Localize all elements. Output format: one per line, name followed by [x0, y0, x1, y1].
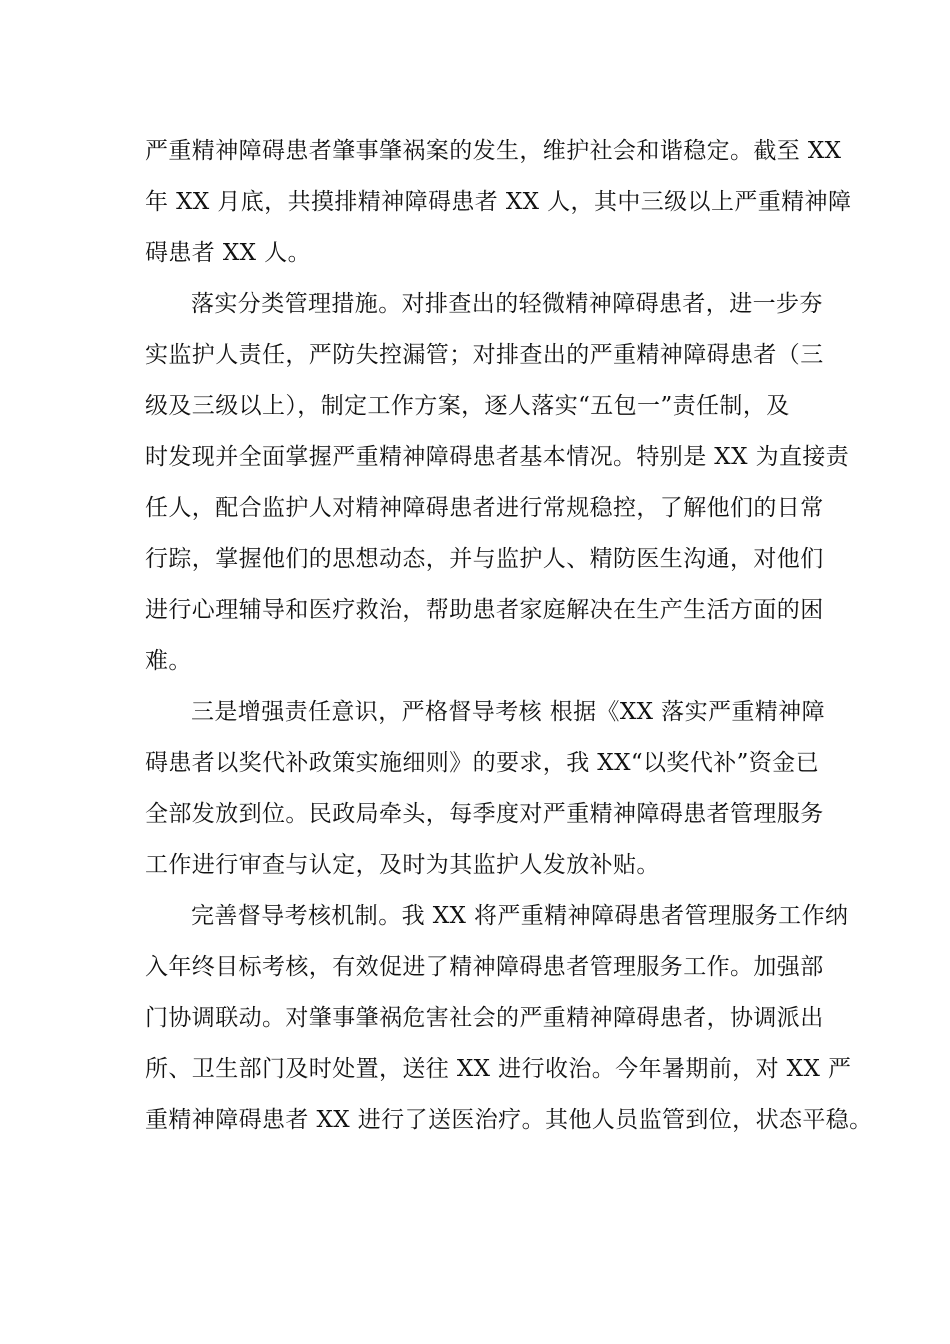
- text-line: 实监护人责任，严防失控漏管；对排查出的严重精神障碍患者（三: [145, 342, 824, 368]
- paragraph-first-line: 落实分类管理措施。对排查出的轻微精神障碍患者，进一步夯: [191, 291, 823, 317]
- document-body: [145, 126, 873, 1146]
- text-line: 年 XX 月底，共摸排精神障碍患者 XX 人，其中三级以上严重精神障: [145, 189, 852, 215]
- text-line: 门协调联动。对肇事肇祸危害社会的严重精神障碍患者，协调派出: [145, 1005, 824, 1031]
- text-line: 行踪，掌握他们的思想动态，并与监护人、精防医生沟通，对他们: [145, 546, 824, 572]
- text-line: 工作进行审查与认定，及时为其监护人发放补贴。: [145, 852, 660, 878]
- text-line: 碍患者以奖代补政策实施细则》的要求，我 XX“以奖代补”资金已: [145, 750, 819, 776]
- text-line: 进行心理辅导和医疗救治，帮助患者家庭解决在生产生活方面的困: [145, 597, 824, 623]
- text-line: 严重精神障碍患者肇事肇祸案的发生，维护社会和谐稳定。截至 XX: [145, 138, 842, 164]
- text-line: 入年终目标考核，有效促进了精神障碍患者管理服务工作。加强部: [145, 954, 824, 980]
- text-line: 重精神障碍患者 XX 进行了送医治疗。其他人员监管到位，状态平稳。: [145, 1107, 873, 1133]
- text-line: 难。: [145, 648, 192, 674]
- text-line: 级及三级以上），制定工作方案，逐人落实“五包一”责任制，及: [145, 393, 790, 419]
- text-line: 全部发放到位。民政局牵头，每季度对严重精神障碍患者管理服务: [145, 801, 824, 827]
- text-line: 碍患者 XX 人。: [145, 240, 311, 266]
- text-line: 所、卫生部门及时处置，送往 XX 进行收治。今年暑期前，对 XX 严: [145, 1056, 852, 1082]
- paragraph-first-line: 三是增强责任意识，严格督导考核 根据《XX 落实严重精神障: [191, 699, 825, 725]
- text-line: 时发现并全面掌握严重精神障碍患者基本情况。特别是 XX 为直接责: [145, 444, 850, 470]
- paragraph-first-line: 完善督导考核机制。我 XX 将严重精神障碍患者管理服务工作纳: [191, 903, 849, 929]
- text-line: 任人，配合监护人对精神障碍患者进行常规稳控，了解他们的日常: [145, 495, 824, 521]
